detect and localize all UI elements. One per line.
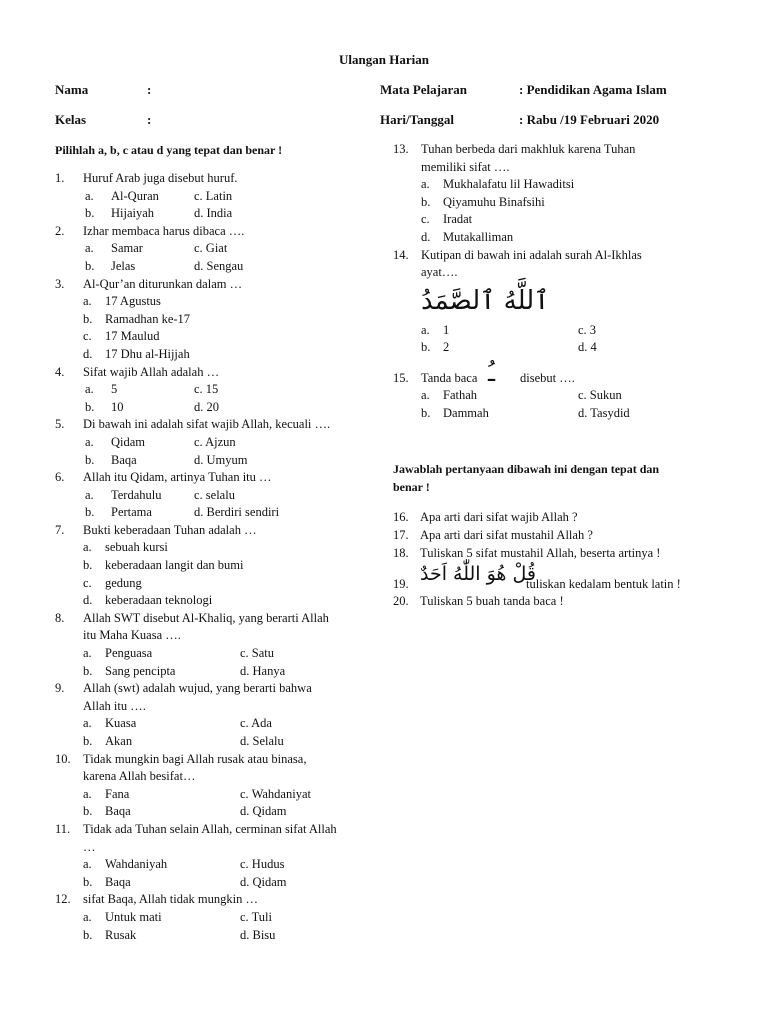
option-text: keberadaan langit dan bumi [105,558,244,573]
question-number: 19. [393,577,409,592]
question-text: memiliki sifat …. [421,159,510,174]
option-letter: a. [83,540,92,555]
question-text: Allah (swt) adalah wujud, yang berarti bahwa [83,681,312,696]
option-text: 17 Maulud [105,329,160,344]
option-letter: b. [83,734,93,748]
question-2 [55,223,375,241]
option-text: 17 Dhu al-Hijjah [105,346,190,361]
option-letter: b. [421,340,431,355]
option-letter: a. [421,387,430,402]
question-number: 9. [55,681,65,696]
option-row [55,399,375,417]
question-text: Tidak ada Tuhan selain Allah, cerminan sifat Allah [83,821,337,836]
question-number: 12. [55,892,71,907]
option-text: c. Giat [194,241,228,256]
option-text: Baqa [105,874,131,889]
question-text: tuliskan kedalam bentuk latin ! [526,577,681,592]
option-letter: b. [85,206,95,221]
question-number: 11. [55,821,71,836]
option-text: Kuasa [105,716,137,731]
option-letter: a. [83,294,92,309]
question-3 [55,276,375,294]
option-text: Samar [111,241,143,256]
option-letter: b. [85,399,95,414]
option-letter: d. [83,346,93,361]
option-text: d. 4 [578,340,597,355]
option-row [55,645,375,663]
option-text: c. selalu [194,487,235,502]
option-row [55,856,375,874]
question-13 [393,141,723,176]
option-letter: a. [85,382,94,397]
option-letter: a. [421,322,430,337]
option-text: d. India [194,206,233,221]
arabic-verse: قُلْ هُوَ اللّٰهُ اَحَدٌ [420,563,536,586]
option-text: Baqa [111,452,137,467]
option-letter: b. [83,663,93,678]
option-text: Qiyamuhu Binafsihi [443,194,545,209]
option-row [55,188,375,206]
option-text: keberadaan teknologi [105,593,213,608]
essay-question-17 [393,526,723,544]
page-title: Ulangan Harian [339,52,429,67]
kelas-colon: : [147,112,152,127]
question-text: Tuliskan 5 sifat mustahil Allah, beserta artinya ! [420,546,661,561]
option-row [55,733,375,751]
option-row [55,786,375,804]
question-text: ayat…. [421,265,458,280]
option-text: c. Ajzun [194,434,236,449]
option-text: c. Latin [194,188,233,203]
option-row [55,663,375,681]
option-row [55,874,375,892]
option-letter: b. [85,505,95,520]
essay-question-16 [393,508,723,526]
option-text: Terdahulu [111,487,162,502]
option-letter: a. [83,857,92,872]
option-text: Fana [105,786,130,801]
option-row [55,205,375,223]
option-text: Fathah [443,387,478,402]
question-number: 5. [55,417,65,432]
question-number: 14. [393,247,409,262]
option-text: 5 [111,382,118,397]
question-12 [55,891,375,909]
option-text: Baqa [105,804,131,819]
essay-instruction-line: Jawablah pertanyaan dibawah ini dengan tepat dan [393,462,660,477]
option-letter: b. [85,452,95,467]
option-text: Sang pencipta [105,663,176,678]
question-text: … [83,839,96,854]
option-text: Pertama [111,505,152,520]
question-4 [55,364,375,382]
essay-question-20 [393,592,723,610]
option-row [55,927,375,945]
option-row [55,504,375,522]
question-text: Apa arti dari sifat mustahil Allah ? [420,528,593,543]
option-row [55,293,375,311]
option-text: Untuk mati [105,909,162,924]
nama-colon: : [147,82,152,97]
option-row [55,909,375,927]
option-text: Mutakalliman [443,229,514,244]
question-number: 2. [55,223,65,238]
option-text: d. Umyum [194,452,248,467]
essay-instruction [393,460,723,496]
option-row [55,381,375,399]
question-number: 3. [55,276,65,291]
question-text: Tanda baca [421,370,478,385]
arabic-quote-box [393,282,723,322]
option-letter: a. [83,716,92,731]
option-text: d. 20 [194,399,219,414]
question-text: Kutipan di bawah ini adalah surah Al-Ikhlas [421,247,642,262]
question-text: Allah itu Qidam, artinya Tuhan itu … [83,470,272,485]
hari-label: Hari/Tanggal [380,112,454,127]
question-number: 10. [55,751,71,766]
option-text: d. Sengau [194,258,244,273]
question-text: Huruf Arab juga disebut huruf. [83,171,238,185]
mapel-label: Mata Pelajaran [380,82,468,97]
question-6 [55,469,375,487]
option-letter: a. [83,909,92,924]
option-text: c. Ada [240,716,272,731]
question-text: Sifat wajib Allah adalah … [83,364,220,379]
option-text: 17 Agustus [105,294,161,309]
question-text: sifat Baqa, Allah tidak mungkin … [83,892,258,907]
option-row [55,328,375,346]
option-text: Wahdaniyah [105,857,168,872]
option-text: d. Qidam [240,804,287,819]
option-text: c. Hudus [240,857,285,872]
essay-instruction-line: benar ! [393,480,430,495]
option-text: c. 15 [194,382,219,397]
option-row [393,405,723,423]
option-row [55,592,375,610]
dammah-glyph: ـُ [488,358,496,387]
option-text: 10 [111,399,124,414]
option-text: 1 [443,322,450,337]
question-text: disebut …. [520,370,575,385]
option-text: c. Tuli [240,909,272,924]
option-text: d. Bisu [240,927,276,942]
option-text: Rusak [105,927,137,942]
question-9 [55,680,375,715]
question-number: 18. [393,546,409,561]
option-text: Al-Quran [111,188,159,203]
option-letter: b. [83,874,93,889]
option-text: sebuah kursi [105,540,168,555]
left-question-column [55,170,375,944]
right-question-column [393,141,723,610]
question-number: 4. [55,364,65,379]
option-letter: d. [83,593,93,608]
option-text: d. Hanya [240,663,286,678]
option-row [55,240,375,258]
option-text: c. Wahdaniyat [240,786,311,801]
question-text: Tidak mungkin bagi Allah rusak atau binasa, [83,751,307,766]
option-row [55,487,375,505]
option-text: Jelas [111,258,136,273]
option-letter: a. [85,241,94,256]
question-number: 7. [55,522,65,537]
question-text: itu Maha Kuasa …. [83,628,181,643]
question-text: Izhar membaca harus dibaca …. [83,223,245,238]
option-text: d. Berdiri sendiri [194,505,280,520]
question-text: Apa arti dari sifat wajib Allah ? [420,510,578,525]
question-5 [55,416,375,434]
option-row [55,258,375,276]
question-text: Bukti keberadaan Tuhan adalah … [83,522,257,537]
option-letter: b. [85,258,95,273]
option-text: Qidam [111,434,146,449]
option-row [55,346,375,364]
option-text: 2 [443,340,450,355]
option-row [55,715,375,733]
question-15 [393,358,723,387]
arabic-quote: ٱللَّهُ ٱلصَّمَدُ [421,285,550,316]
question-text: Tuhan berbeda dari makhluk karena Tuhan [421,142,636,156]
question-text: Allah SWT disebut Al-Khaliq, yang berarti Allah [83,610,329,625]
option-row [55,803,375,821]
option-letter: a. [85,434,94,449]
question-text: Di bawah ini adalah sifat wajib Allah, kecuali …. [83,417,331,432]
option-text: d. Tasydid [578,405,630,420]
option-row [55,539,375,557]
question-14 [393,247,723,282]
option-text: Penguasa [105,646,153,661]
option-row [55,452,375,470]
option-letter: c. [83,575,92,590]
kelas-label: Kelas [55,112,87,127]
option-letter: a. [83,786,92,801]
question-text: Allah itu …. [83,698,146,713]
option-text: d. Qidam [240,874,287,889]
option-letter: a. [421,177,430,192]
option-letter: b. [83,804,93,819]
option-text: c. 3 [578,322,597,337]
option-letter: a. [83,646,92,661]
question-7 [55,522,375,540]
option-letter: b. [83,311,93,326]
option-row [55,575,375,593]
option-letter: a. [85,487,94,502]
hari-value: : Rabu /19 Februari 2020 [519,112,660,127]
option-text: c. Satu [240,646,275,661]
question-number: 6. [55,470,65,485]
option-letter: c. [83,329,92,344]
option-letter: c. [421,212,430,227]
question-11 [55,821,375,856]
option-letter: b. [421,194,431,209]
mapel-value: : Pendidikan Agama Islam [519,82,667,97]
option-letter: a. [85,188,94,203]
option-row [393,211,723,229]
option-row [393,322,723,340]
option-text: Hijaiyah [111,206,155,221]
question-number: 16. [393,510,409,525]
question-number: 17. [393,528,409,543]
option-text: Akan [105,734,133,748]
option-letter: d. [421,229,431,244]
option-row [393,339,723,357]
question-number: 8. [55,610,65,625]
option-letter: b. [83,927,93,942]
question-number: 13. [393,142,409,156]
option-letter: b. [83,558,93,573]
option-row [55,557,375,575]
option-text: Iradat [443,212,473,227]
question-number: 1. [55,171,65,185]
option-text: Mukhalafatu lil Hawaditsi [443,177,575,192]
mc-instruction: Pilihlah a, b, c atau d yang tepat dan benar ! [55,143,283,157]
question-1 [55,170,375,188]
option-text: Ramadhan ke-17 [105,311,191,326]
question-text: Tuliskan 5 buah tanda baca ! [420,594,564,609]
option-row [393,229,723,247]
option-row [393,194,723,212]
option-text: d. Selalu [240,734,284,748]
option-row [393,387,723,405]
essay-question-19 [393,563,723,592]
option-text: Dammah [443,405,489,420]
option-row [393,176,723,194]
option-row [55,311,375,329]
option-text: gedung [105,575,142,590]
question-number: 20. [393,594,409,609]
option-text: c. Sukun [578,387,622,402]
option-row [55,434,375,452]
question-10 [55,751,375,786]
question-number: 15. [393,370,409,385]
nama-label: Nama [55,82,89,97]
question-text: karena Allah besifat… [83,769,196,784]
question-text: Al-Qur’an diturunkan dalam … [83,276,243,291]
option-letter: b. [421,405,431,420]
question-8 [55,610,375,645]
